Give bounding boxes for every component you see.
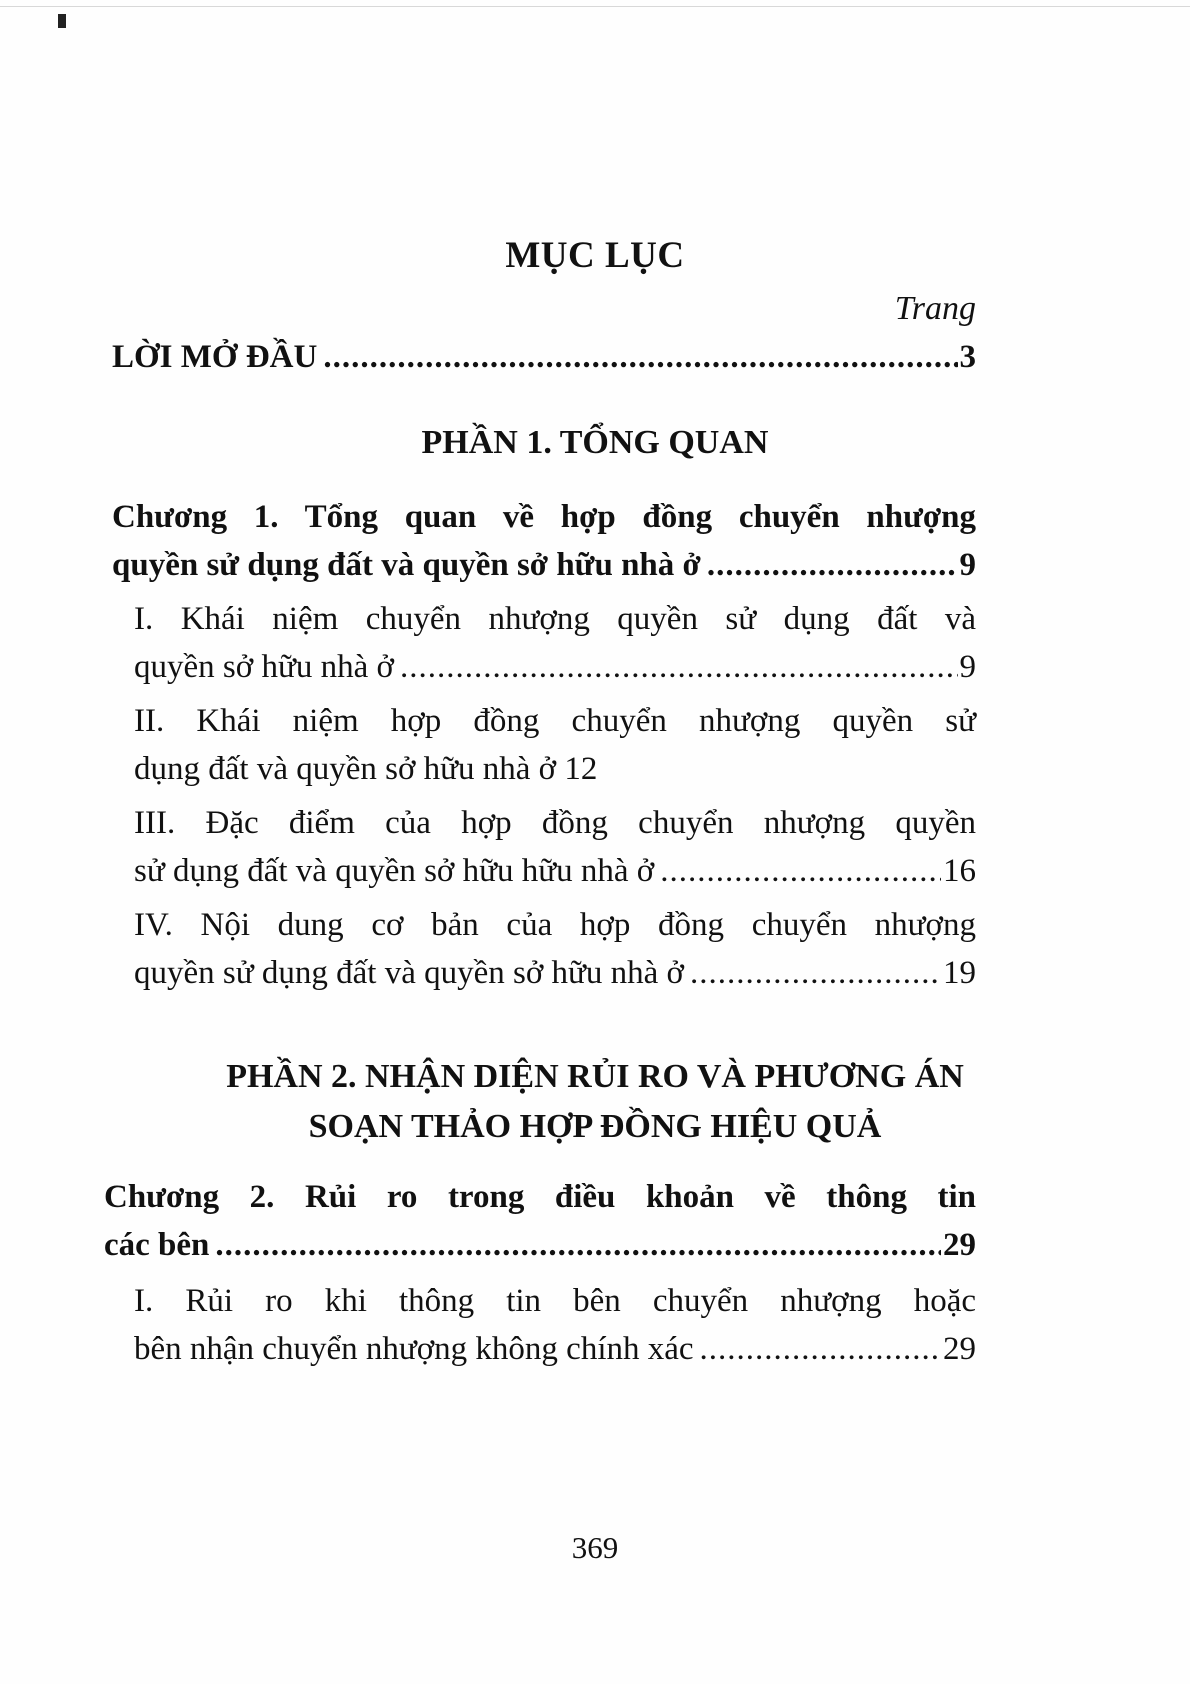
page-number: 369 [571,1530,619,1565]
chapter1-line2 [112,540,976,590]
part1-item3-line1 [134,798,976,848]
chapter2-line1 [104,1172,976,1222]
toc-entry-label: quyền sử dụng đất và quyền sở hữu nhà ở [112,547,701,583]
toc-entry-text: IV. Nội dung cơ bản của hợp đồng chuyển nhượng [134,907,976,943]
toc-entry-label: dụng đất và quyền sở hữu nhà ở 12 [134,751,598,787]
part2-heading-line1: PHẦN 2. NHẬN DIỆN RỦI RO VÀ PHƯƠNG ÁN [226,1058,964,1095]
toc-entry-page: 9 [959,547,976,583]
scan-corner-mark [58,14,66,28]
dot-leader [707,540,958,590]
dot-leader [660,846,941,896]
toc-entry-label: bên nhận chuyển nhượng không chính xác [134,1331,694,1367]
toc-entry-page: 16 [943,853,976,889]
toc-entry-page: 29 [943,1227,976,1263]
toc-entry-label: LỜI MỞ ĐẦU [112,339,318,375]
part1-heading: PHẦN 1. TỔNG QUAN [421,424,769,461]
dot-leader [700,1324,941,1374]
chapter1-line1 [112,492,976,542]
toc-entry-page: 19 [943,955,976,991]
dot-leader [215,1220,941,1270]
toc-entry-text: I. Khái niệm chuyển nhượng quyền sử dụng đất và [134,601,976,637]
toc-entry-page: 9 [959,649,976,685]
scan-edge-line [0,6,1190,7]
toc-entry-label: quyền sử dụng đất và quyền sở hữu nhà ở [134,955,685,991]
toc-entry-intro [112,332,976,382]
part1-item3-line2 [134,846,976,896]
part2-item1-line1 [134,1276,976,1326]
toc-entry-label: quyền sở hữu nhà ở [134,649,394,685]
part1-item4-line1 [134,900,976,950]
part1-item1-line1 [134,594,976,644]
dot-leader [323,332,957,382]
page-column-label: Trang [894,290,976,327]
toc-entry-page: 3 [959,339,976,375]
part2-heading-line2: SOẠN THẢO HỢP ĐỒNG HIỆU QUẢ [308,1108,882,1145]
part1-item1-line2 [134,642,976,692]
chapter1-title-text: Chương 1. Tổng quan về hợp đồng chuyển nhượng [112,499,976,535]
part1-item4-line2 [134,948,976,998]
toc-entry-text: II. Khái niệm hợp đồng chuyển nhượng quyền sử [134,703,976,739]
dot-leader [690,948,941,998]
toc-entry-label: các bên [104,1227,210,1263]
chapter2-line2 [104,1220,976,1270]
toc-title: MỤC LỤC [505,235,685,276]
dot-leader [400,642,958,692]
part1-item2-line2 [134,744,597,794]
part1-item2-line1 [134,696,976,746]
part2-item1-line2 [134,1324,976,1374]
toc-entry-text: III. Đặc điểm của hợp đồng chuyển nhượng quyền [134,805,976,841]
toc-entry-page: 29 [943,1331,976,1367]
chapter2-title-text: Chương 2. Rủi ro trong điều khoản về thông tin [104,1179,976,1215]
toc-entry-text: I. Rủi ro khi thông tin bên chuyển nhượng hoặc [134,1283,976,1319]
toc-entry-label: sử dụng đất và quyền sở hữu hữu nhà ở [134,853,655,889]
